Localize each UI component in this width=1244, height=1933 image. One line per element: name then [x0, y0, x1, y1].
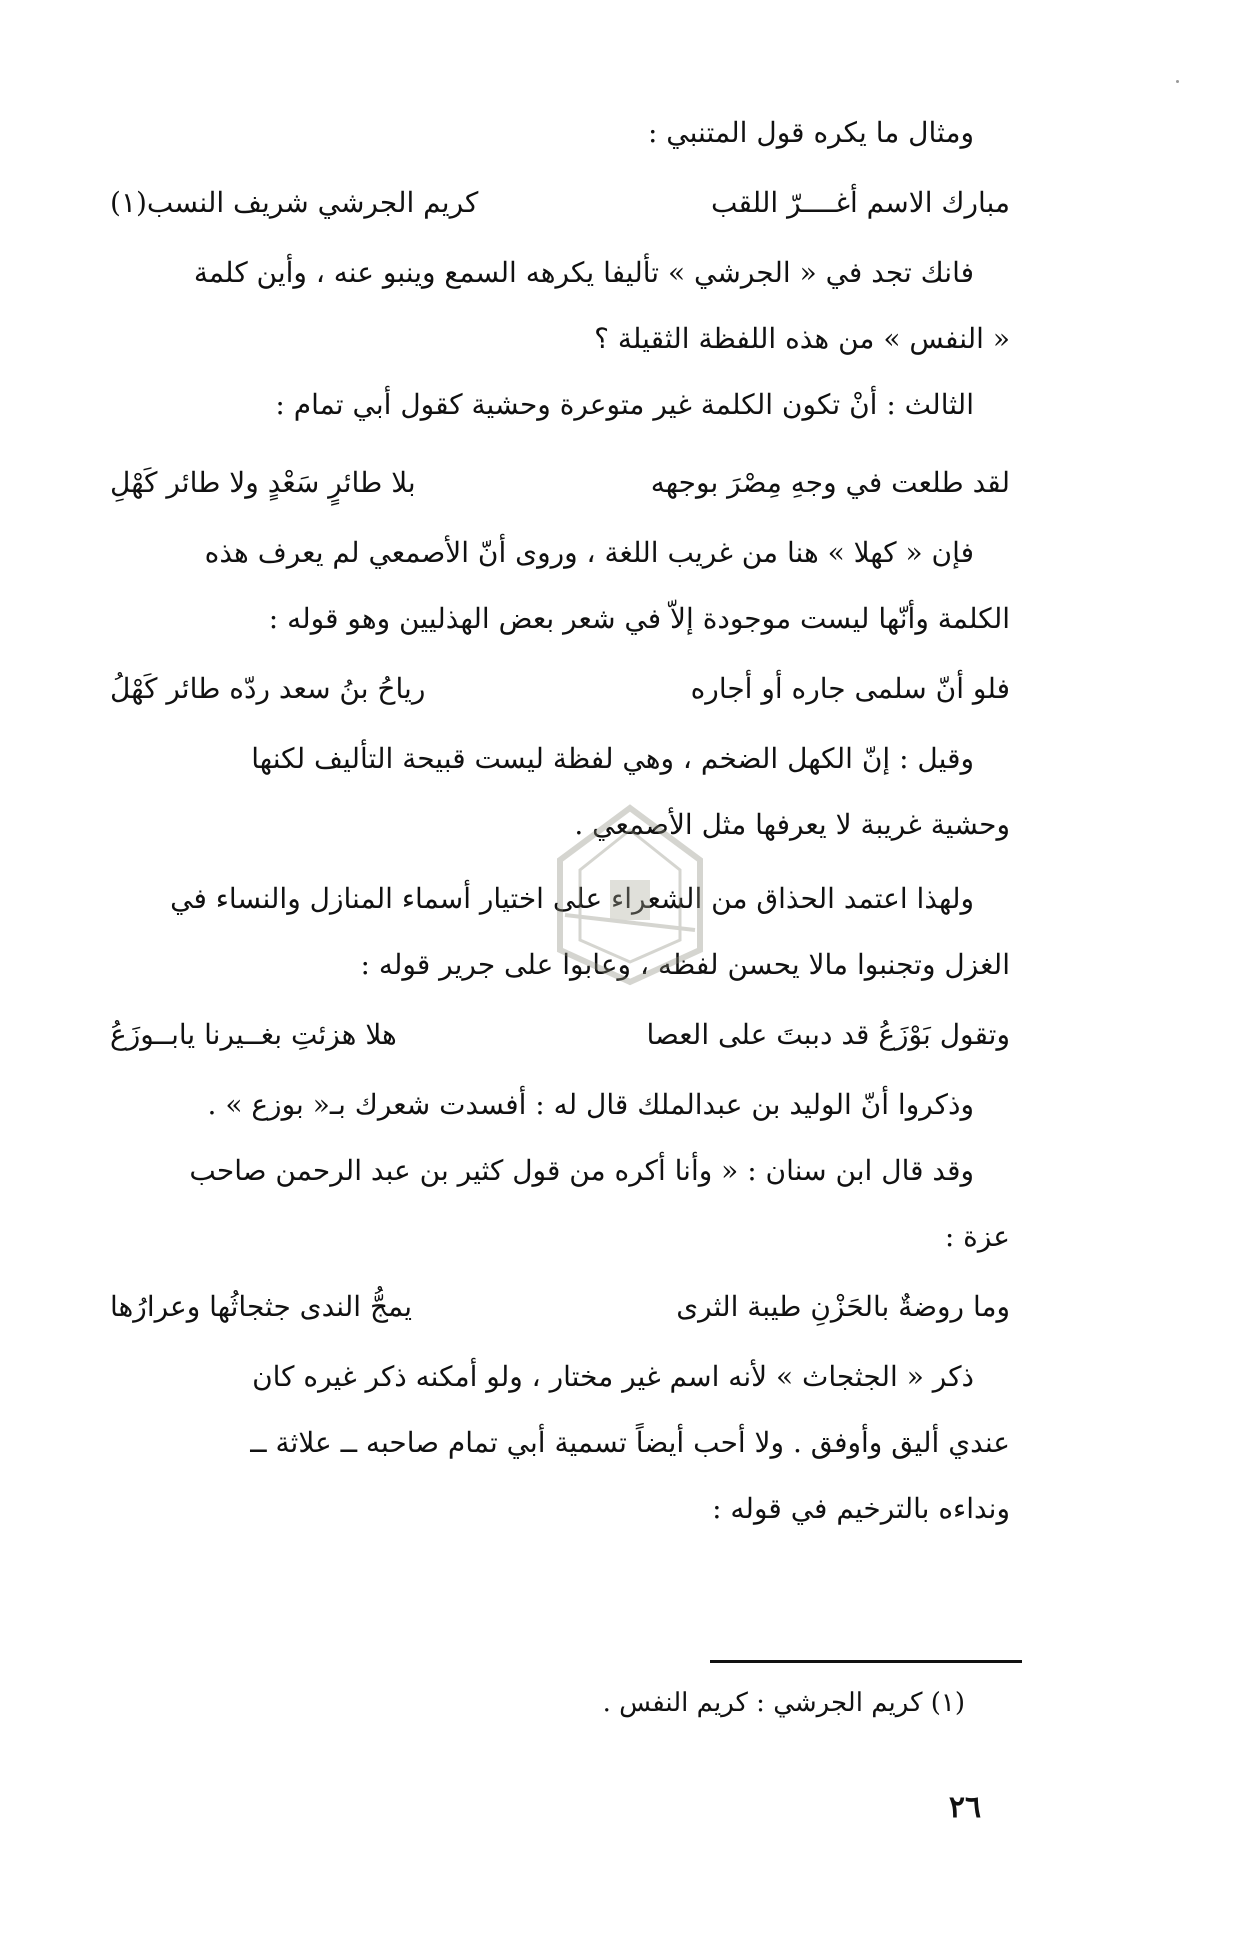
verse-4 — [110, 998, 1010, 1072]
intro-line: ومثال ما يكره قول المتنبي : — [647, 116, 974, 149]
paragraph-4-line-2: وحشية غريبة لا يعرفها مثل الأصمعي . — [574, 808, 1010, 841]
page-number: ٢٦ — [948, 1790, 982, 1825]
library-watermark-icon — [545, 800, 715, 990]
verse-2-second: بلا طائرٍ سَعْدٍ ولا طائر كَهْلِ — [110, 466, 416, 499]
paragraph-8-line-2: عندي أليق وأوفق . ولا أحب أيضاً تسمية أبي تمام صاحبه ــ علاثة ــ — [250, 1426, 1010, 1459]
verse-4-second: هلا هزئتِ بغــيرنا يابــوزَعُ — [110, 1018, 397, 1051]
verse-5 — [110, 1270, 1010, 1344]
paragraph-5-line-2: الغزل وتجنبوا مالا يحسن لفظه ، وعابوا على جرير قوله : — [360, 948, 1010, 981]
paragraph-1-line-2: « النفس » من هذه اللفظة الثقيلة ؟ — [594, 322, 1010, 355]
verse-2-first: لقد طلعت في وجهِ مِصْرَ بوجهه — [650, 466, 1010, 499]
paragraph-8-line-1: ذكر « الجثجاث » لأنه اسم غير مختار ، ولو أمكنه ذكر غيره كان — [252, 1360, 974, 1393]
paragraph-3-line-2: الكلمة وأنّها ليست موجودة إلاّ في شعر بعض الهذليين وهو قوله : — [268, 602, 1010, 635]
paragraph-4-line-1: وقيل : إنّ الكهل الضخم ، وهي لفظة ليست قبيحة التأليف لكنها — [251, 742, 974, 775]
paragraph-3-line-1: فإن « كهلا » هنا من غريب اللغة ، وروى أنّ الأصمعي لم يعرف هذه — [204, 536, 974, 569]
paragraph-5-line-1: ولهذا اعتمد الحذاق من الشعراء على اختيار أسماء المنازل والنساء في — [170, 882, 974, 915]
verse-1-second: كريم الجرشي شريف النسب(١) — [110, 186, 479, 219]
verse-1 — [110, 166, 1010, 240]
verse-5-second: يمجُّ الندى جثجاثُها وعرارُها — [110, 1290, 412, 1323]
verse-4-first: وتقول بَوْزَعُ قد دببتَ على العصا — [646, 1018, 1010, 1051]
paragraph-7-line-2: عزة : — [944, 1220, 1010, 1253]
verse-2 — [110, 446, 1010, 520]
paragraph-6: وذكروا أنّ الوليد بن عبدالملك قال له : أفسدت شعرك بـ« بوزع » . — [207, 1088, 974, 1121]
footnote-divider — [710, 1660, 1022, 1663]
paragraph-7-line-1: وقد قال ابن سنان : « وأنا أكره من قول كثير بن عبد الرحمن صاحب — [189, 1154, 974, 1187]
paragraph-2: الثالث : أنْ تكون الكلمة غير متوعرة وحشية كقول أبي تمام : — [275, 388, 974, 421]
paragraph-8-line-3: ونداءه بالترخيم في قوله : — [712, 1492, 1010, 1525]
verse-3 — [110, 652, 1010, 726]
verse-3-first: فلو أنّ سلمى جاره أو أجاره — [690, 672, 1010, 705]
verse-5-first: وما روضةٌ بالحَزْنِ طيبة الثرى — [676, 1290, 1010, 1323]
verse-1-first: مبارك الاسم أغــــرّ اللقب — [710, 186, 1010, 219]
footnote: (١) كريم الجرشي : كريم النفس . — [602, 1688, 965, 1718]
scan-speck — [1176, 80, 1179, 83]
verse-3-second: رياحُ بنُ سعد ردّه طائر كَهْلُ — [110, 672, 426, 705]
paragraph-1-line-1: فانك تجد في « الجرشي » تأليفا يكرهه السمع وينبو عنه ، وأين كلمة — [193, 256, 974, 289]
